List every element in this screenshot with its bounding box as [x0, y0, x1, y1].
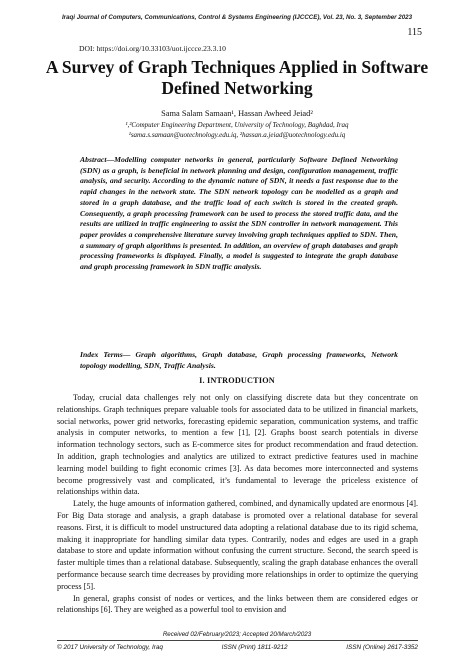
abstract-text: —Modelling computer networks in general, particularly Software Defined Networking (SDN) as a graph, is beneficial in network planning and design, configuration management, traffic analysis, and security. According to the dynamic nature of SDN, it needs a fast response due to the rapid changes in the network state. The SDN network topology can be modelled as a graph and stored in a graph database, and the traffic load of each switch is stored in the created graph. Consequently, a graph processing framework can be used to process the stored traffic data, and the results are utilized in traffic engineering to assist the SDN controller in network management. This paper provides a comprehensive literature survey involving graph techniques applied to SDN. Then, a summary of graph algorithms is presented. In addition, an overview of graph databases and graph processing frameworks is displayed. Finally, a model is suggested to integrate the graph database and graph processing framework in SDN traffic analysis. — [80, 155, 398, 272]
abstract — [80, 155, 398, 273]
received-accepted-line: Received 02/February/2023; Accepted 20/March/2023 — [162, 631, 312, 638]
paragraph: In general, graphs consist of nodes or vertices, and the links between them are considered edges or relationships [6]. They are weighed as a powerful tool to envision and — [57, 593, 418, 615]
affiliation: ¹,²Computer Engineering Department, University of Technology, Baghdad, Iraq — [125, 121, 349, 129]
footer-divider — [57, 640, 418, 641]
title-line-2: Defined Networking — [161, 78, 313, 98]
journal-header: Iraqi Journal of Computers, Communications, Control & Systems Engineering (IJCCCE), Vol. 23, No. 3, September 2023 — [61, 14, 413, 21]
body-text — [57, 392, 418, 616]
page-footer — [57, 644, 418, 651]
footer-issn-print: ISSN (Print) 1811-9212 — [221, 644, 288, 651]
section-heading: I. INTRODUCTION — [199, 376, 275, 385]
index-terms-text: — Graph algorithms, Graph database, Graph processing frameworks, Network topology modelling, SDN, Traffic Analysis. — [80, 350, 398, 370]
footer-copyright: © 2017 University of Technology, Iraq — [57, 644, 163, 651]
index-terms — [80, 350, 398, 371]
emails: ¹sama.s.samaan@uotechnology.edu.iq, ²hassan.a.jeiad@uotechnology.edu.iq — [128, 130, 346, 139]
authors: Sama Salam Samaan¹, Hassan Awheed Jeiad² — [161, 109, 313, 118]
doi: DOI: https://doi.org/10.33103/uot.ijccce.23.3.10 — [79, 44, 226, 53]
index-terms-label: Index Terms — [80, 350, 123, 359]
paragraph: Lately, the huge amounts of information gathered, combined, and dynamically updated are enormous [4]. For Big Data storage and analysis, a graph database is promoted over a relational database for several reasons. First, it is difficult to model unstructured data adopting a relational database due to its rigid schema, making it inappropriate for handling similar data types. Contrarily, nodes and edges are used in a graph database to store and update information without confusing the current structure. Second, the search speed is faster multiple times than a relational database. Subsequently, scaling the graph database enhances the overall performance because search time decreases by providing more relationships in order to optimize the querying process [5]. — [57, 499, 418, 591]
footer-issn-online: ISSN (Online) 2617-3352 — [346, 644, 418, 651]
paper-title — [40, 57, 434, 99]
affiliation-block — [0, 121, 474, 140]
title-line-1: A Survey of Graph Techniques Applied in Software — [45, 57, 429, 77]
paragraph: Today, crucial data challenges rely not only on classifying discrete data but they concentrate on relationships. Graph techniques prepare valuable tools for associated data to be utilized in financial markets, social networks, power grid networks, forecasting epidemic separation, communication systems, and traffic analysis in computer networks, to mention a few [1], [2]. Graphs boost search potentials in diverse information technology sectors, such as E-commerce sites for product recommendation and fraud detection. In addition, graph technologies and analytics are utilized to extract predictive features used in machine learning model building to fight economic crimes [3]. As data becomes more interconnected and systems become progressively vast and complicated, it’s fundamental to leverage the priceless existence of relationships within data. — [57, 393, 418, 497]
abstract-label: Abstract — [80, 155, 107, 164]
page-number: 115 — [407, 27, 422, 38]
